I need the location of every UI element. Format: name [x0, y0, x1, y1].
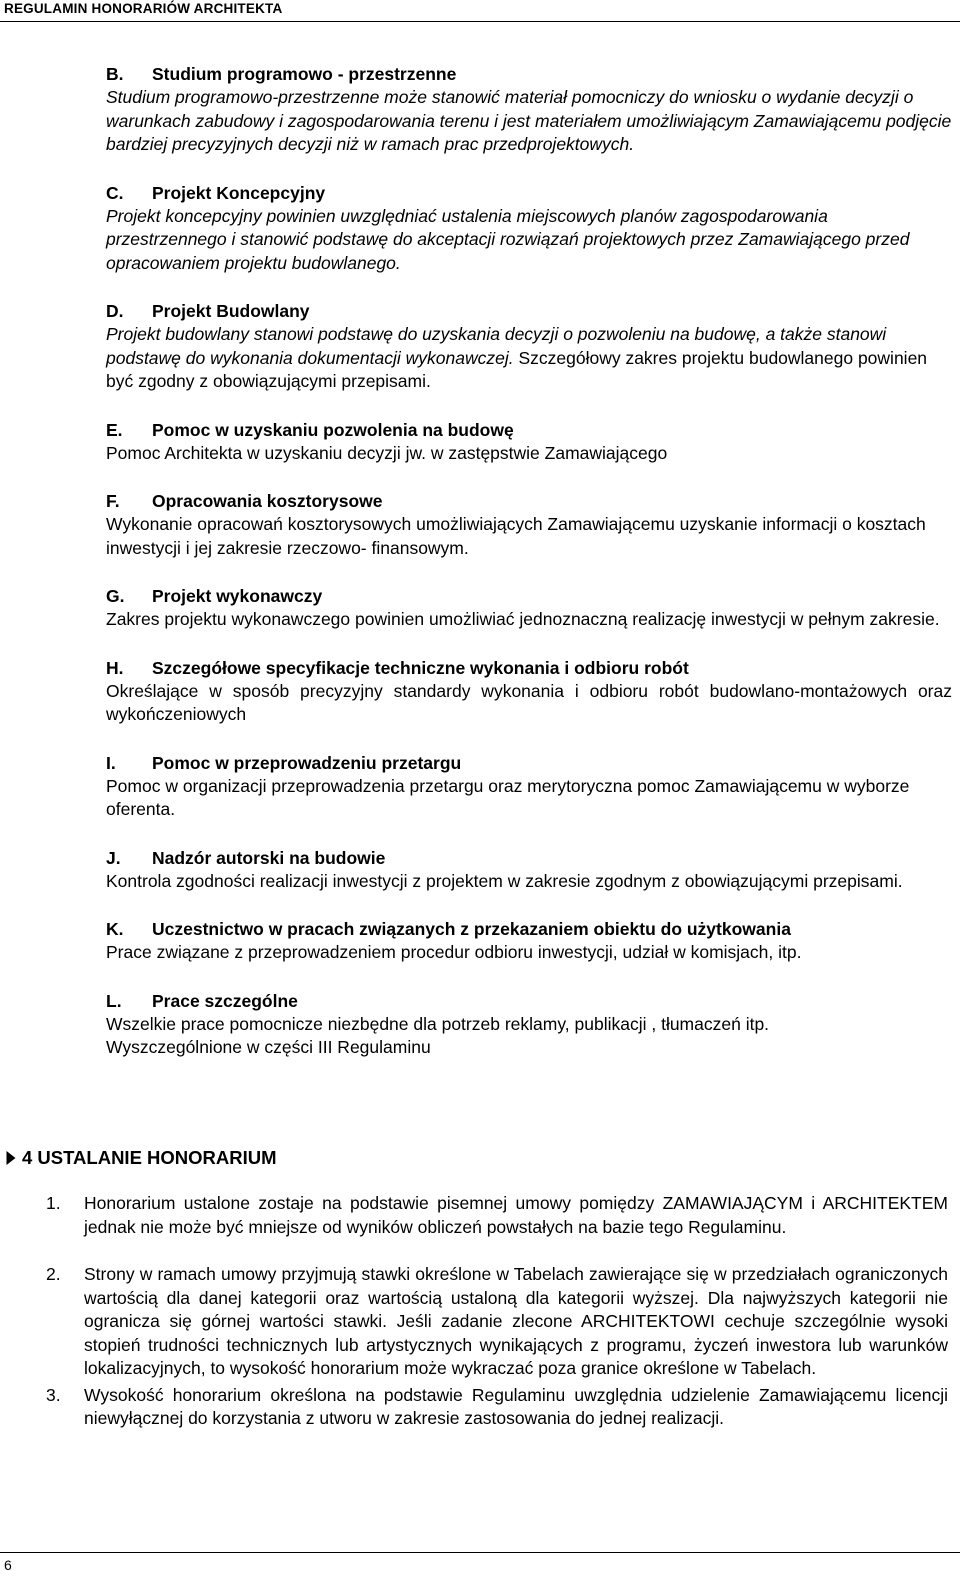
- section-title: Prace szczególne: [152, 990, 298, 1011]
- section-letter: L.: [106, 990, 122, 1011]
- section-body: Pomoc w organizacji przeprowadzenia przetargu oraz merytoryczna pomoc Zamawiającemu w wyborze oferenta.: [106, 775, 910, 819]
- section-heading: [106, 489, 952, 513]
- section-body: Zakres projektu wykonawczego powinien umożliwiać jednoznaczną realizację inwestycji w pełnym zakresie.: [106, 609, 940, 629]
- list-item-text: Honorarium ustalone zostaje na podstawie pisemnej umowy pomiędzy ZAMAWIAJĄCYM i ARCHITEKTEM jednak nie może być mniejsze od wyników obliczeń powstałych na bazie tego Regulaminu.: [84, 1193, 948, 1237]
- section-letter: G.: [106, 586, 125, 606]
- section-letter: H.: [106, 657, 124, 678]
- section-body-regular: Szczegółowy zakres projektu budowlanego powinien być zgodny z obowiązującymi przepisami.: [106, 347, 928, 391]
- page-number: 6: [4, 1557, 12, 1573]
- section-l: [106, 989, 952, 1060]
- section-title: Projekt Budowlany: [152, 301, 310, 321]
- section-title: Projekt Koncepcyjny: [152, 182, 326, 203]
- section-body-second-line: Wyszczególnione w części III Regulaminu: [106, 1037, 431, 1057]
- section-letter: B.: [106, 64, 124, 84]
- section-k: [106, 917, 952, 965]
- section-title: Studium programowo - przestrzenne: [152, 64, 457, 84]
- list-item-number: 2.: [46, 1264, 61, 1284]
- section-letter: D.: [106, 301, 124, 321]
- section-body: Wszelkie prace pomocnicze niezbędne dla potrzeb reklamy, publikacji , tłumaczeń itp.: [106, 1013, 770, 1034]
- service-sections: [106, 62, 952, 1084]
- section-body: Projekt koncepcyjny powinien uwzględniać ustalenia miejscowych planów zagospodarowania przestrzennego i stanowić podstawę do akceptacji rozwiązań projektowych przez Zamawiającego przed opracowaniem projektu budowlanego.: [106, 205, 910, 273]
- list-item-text: Wysokość honorarium określona na podstawie Regulaminu uwzględnia udzielenie Zamawiającemu licencji niewyłącznej do korzystania z utworu w zakresie zastosowania do jednej realizacji.: [84, 1384, 948, 1428]
- section-title: Opracowania kosztorysowe: [152, 491, 383, 511]
- section-heading: [106, 181, 952, 205]
- section-body: Wykonanie opracowań kosztorysowych umożliwiających Zamawiającemu uzyskanie informacji o kosztach inwestycji i jej zakresie rzeczowo- finansowym.: [106, 514, 926, 558]
- section-body: Studium programowo-przestrzenne może stanowić materiał pomocniczy do wniosku o wydanie decyzji o warunkach zabudowy i zagospodarowania terenu i jest materiałem umożliwiającym Zamawiającemu podjęcie bardziej precyzyjnych decyzji niż w ramach prac przedprojektowych.: [106, 87, 952, 154]
- section-e: [106, 418, 952, 466]
- section-heading: [106, 989, 952, 1013]
- section-heading: [106, 751, 952, 775]
- honorarium-rules-list: [46, 1192, 948, 1455]
- section-heading: [106, 62, 952, 86]
- section-body: [106, 323, 952, 394]
- section-title: Uczestnictwo w pracach związanych z przekazaniem obiektu do użytkowania: [152, 919, 791, 939]
- section-g: [106, 584, 952, 632]
- chapter-title: 4 USTALANIE HONORARIUM: [22, 1147, 277, 1168]
- list-item: [46, 1384, 948, 1431]
- section-body-italic: Projekt budowlany stanowi podstawę do uzyskania decyzji o pozwoleniu na budowę, a także stanowi podstawę do wykonania dokumentacji wykonawczej.: [106, 324, 887, 368]
- running-header: REGULAMIN HONORARIÓW ARCHITEKTA: [4, 1, 283, 16]
- list-item-text: Strony w ramach umowy przyjmują stawki określone w Tabelach zawierające się w przedziałach ograniczonych wartością dla danej kategorii oraz wartością ustaloną dla kategorii wyższej. Dla najwyższych kategorii nie ogranicza się górnej wartości stawki. Jeśli zadanie zlecone ARCHITEKTOWI cechuje szczególnie wysoki stopień trudności technicznych lub artystycznych wynikających z programu, życzeń inwestora lub warunków lokalizacyjnych, to wysokość honorarium może wykraczać poza granice określone w Tabelach.: [84, 1264, 948, 1378]
- section-title: Pomoc w uzyskaniu pozwolenia na budowę: [152, 419, 514, 440]
- section-j: [106, 846, 952, 894]
- section-heading: [106, 418, 952, 442]
- section-heading: [106, 917, 952, 941]
- section-h: [106, 656, 952, 727]
- section-letter: J.: [106, 847, 121, 868]
- section-heading: [106, 656, 952, 680]
- chapter-marker-icon: [7, 1151, 16, 1165]
- list-item: [46, 1263, 948, 1381]
- section-body: Określające w sposób precyzyjny standardy wykonania i odbioru robót budowlano-montażowych oraz wykończeniowych: [106, 680, 952, 724]
- section-c: [106, 181, 952, 276]
- section-title: Szczegółowe specyfikacje techniczne wykonania i odbioru robót: [152, 657, 689, 678]
- section-f: [106, 489, 952, 560]
- list-item-number: 3.: [46, 1384, 61, 1405]
- list-item-number: 1.: [46, 1193, 61, 1213]
- section-d: [106, 299, 952, 394]
- section-letter: F.: [106, 491, 120, 511]
- section-letter: I.: [106, 752, 116, 773]
- section-body: Prace związane z przeprowadzeniem procedur odbioru inwestycji, udział w komisjach, itp.: [106, 942, 802, 962]
- section-heading: [106, 584, 952, 608]
- footer-rule: [0, 1552, 960, 1553]
- section-i: [106, 751, 952, 822]
- section-title: Nadzór autorski na budowie: [152, 847, 386, 868]
- section-letter: C.: [106, 182, 124, 203]
- section-letter: K.: [106, 919, 124, 939]
- section-body: Kontrola zgodności realizacji inwestycji z projektem w zakresie zgodnym z obowiązującymi przepisami.: [106, 870, 903, 891]
- section-letter: E.: [106, 419, 123, 440]
- section-b: [106, 62, 952, 157]
- section-title: Projekt wykonawczy: [152, 586, 323, 606]
- section-title: Pomoc w przeprowadzeniu przetargu: [152, 752, 462, 773]
- section-heading: [106, 846, 952, 870]
- chapter-heading: [6, 1147, 277, 1169]
- header-rule: [0, 21, 960, 22]
- section-body: Pomoc Architekta w uzyskaniu decyzji jw. w zastępstwie Zamawiającego: [106, 442, 668, 463]
- list-item: [46, 1192, 948, 1239]
- section-heading: [106, 299, 952, 323]
